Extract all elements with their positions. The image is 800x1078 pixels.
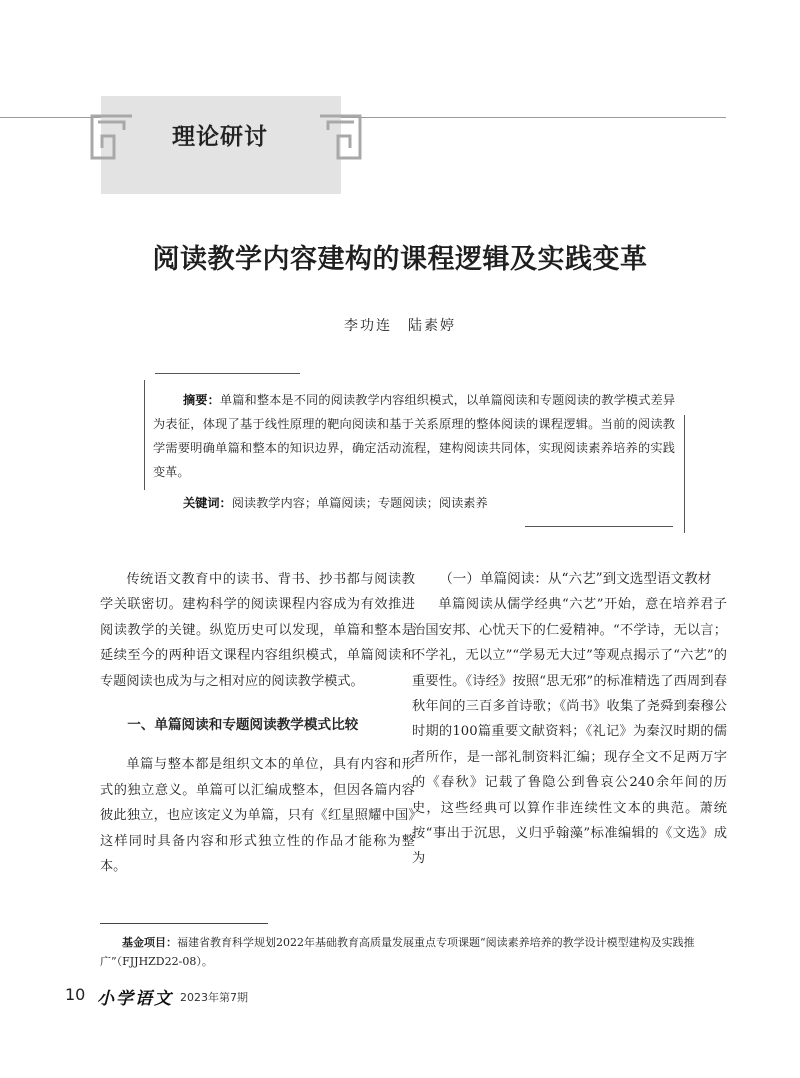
footnote-rule (100, 923, 268, 924)
footnote-text: 福建省教育科学规划2022年基础教育高质量发展重点专项课题“阅读素养培养的教学设计模型建构及实践推广”（FJJHZD22-08）。 (100, 936, 695, 968)
fret-ornament-right-icon (318, 110, 368, 164)
keywords-label: 关键词： (183, 496, 232, 510)
body-column-left (100, 567, 415, 879)
body-paragraph: 单篇与整本都是组织文本的单位，具有内容和形式的独立意义。单篇可以汇编成整本，但因各篇内容彼此独立，也应该定义为单篇，只有《红星照耀中国》这样同时具备内容和形式独立性的作品才能称为整本。 (100, 757, 415, 875)
keywords-text: 阅读教学内容；单篇阅读；专题阅读；阅读素养 (231, 496, 488, 510)
fret-ornament-left-icon (84, 110, 134, 164)
abstract-text: 单篇和整本是不同的阅读教学内容组织模式，以单篇阅读和专题阅读的教学模式差异为表征，体现了基于线性原理的靶向阅读和基于关系原理的整体阅读的课程逻辑。当前的阅读教学需要明确单篇和整本的知识边界，确定活动流程，建构阅读共同体，实现阅读素养培养的实践变革。 (153, 393, 676, 479)
body-paragraph: 单篇阅读从儒学经典“六艺”开始，意在培养君子治国安邦、心忧天下的仁爱精神。“不学诗，无以言；不学礼，无以立”“学易无大过”等观点揭示了“六艺”的重要性。《诗经》按照“思无邪”的标准精选了西周到春秋年间的三百多首诗歌；《尚书》收集了尧舜到秦穆公时期的100篇重要文献资料；《礼记》为秦汉时期的儒者所作，是一部礼制资料汇编；现存全文不足两万字的《春秋》记载了鲁隐公到鲁哀公240余年间的历史，这些经典可以算作非连续性文本的典范。萧统按“事出于沉思，义归乎翰藻”标准编辑的《文选》成为 (412, 597, 727, 867)
intro-paragraph: 传统语文教育中的读书、背书、抄书都与阅读教学关联密切。建构科学的阅读课程内容成为有效推进阅读教学的关键。纵览历史可以发现，单篇和整本是延续至今的两种语文课程内容组织模式，单篇阅读和专题阅读也成为与之相对应的阅读教学模式。 (100, 572, 415, 689)
abstract-label: 摘要： (183, 393, 220, 407)
abstract (153, 388, 675, 484)
abstract-frame-top (155, 373, 300, 374)
page-number: 10 (65, 985, 86, 1004)
article-authors: 李功连 陆素婷 (344, 318, 456, 334)
section-heading-1: 一、单篇阅读和专题阅读教学模式比较 (127, 717, 359, 734)
abstract-frame-left (144, 380, 145, 490)
footnote (100, 933, 730, 971)
body-column-right (412, 567, 727, 872)
section-title: 理论研讨 (172, 123, 268, 150)
issue-label: 2023年第7期 (180, 991, 248, 1004)
keywords (183, 491, 673, 515)
footnote-label: 基金项目： (122, 936, 177, 949)
abstract-frame-bottom (525, 526, 673, 527)
subsection-heading-1: （一）单篇阅读：从“六艺”到文选型语文教材 (439, 571, 712, 587)
article-title: 阅读教学内容建构的课程逻辑及实践变革 (152, 244, 648, 275)
journal-logo: 小学语文 (97, 989, 173, 1009)
abstract-frame-right (684, 415, 685, 533)
